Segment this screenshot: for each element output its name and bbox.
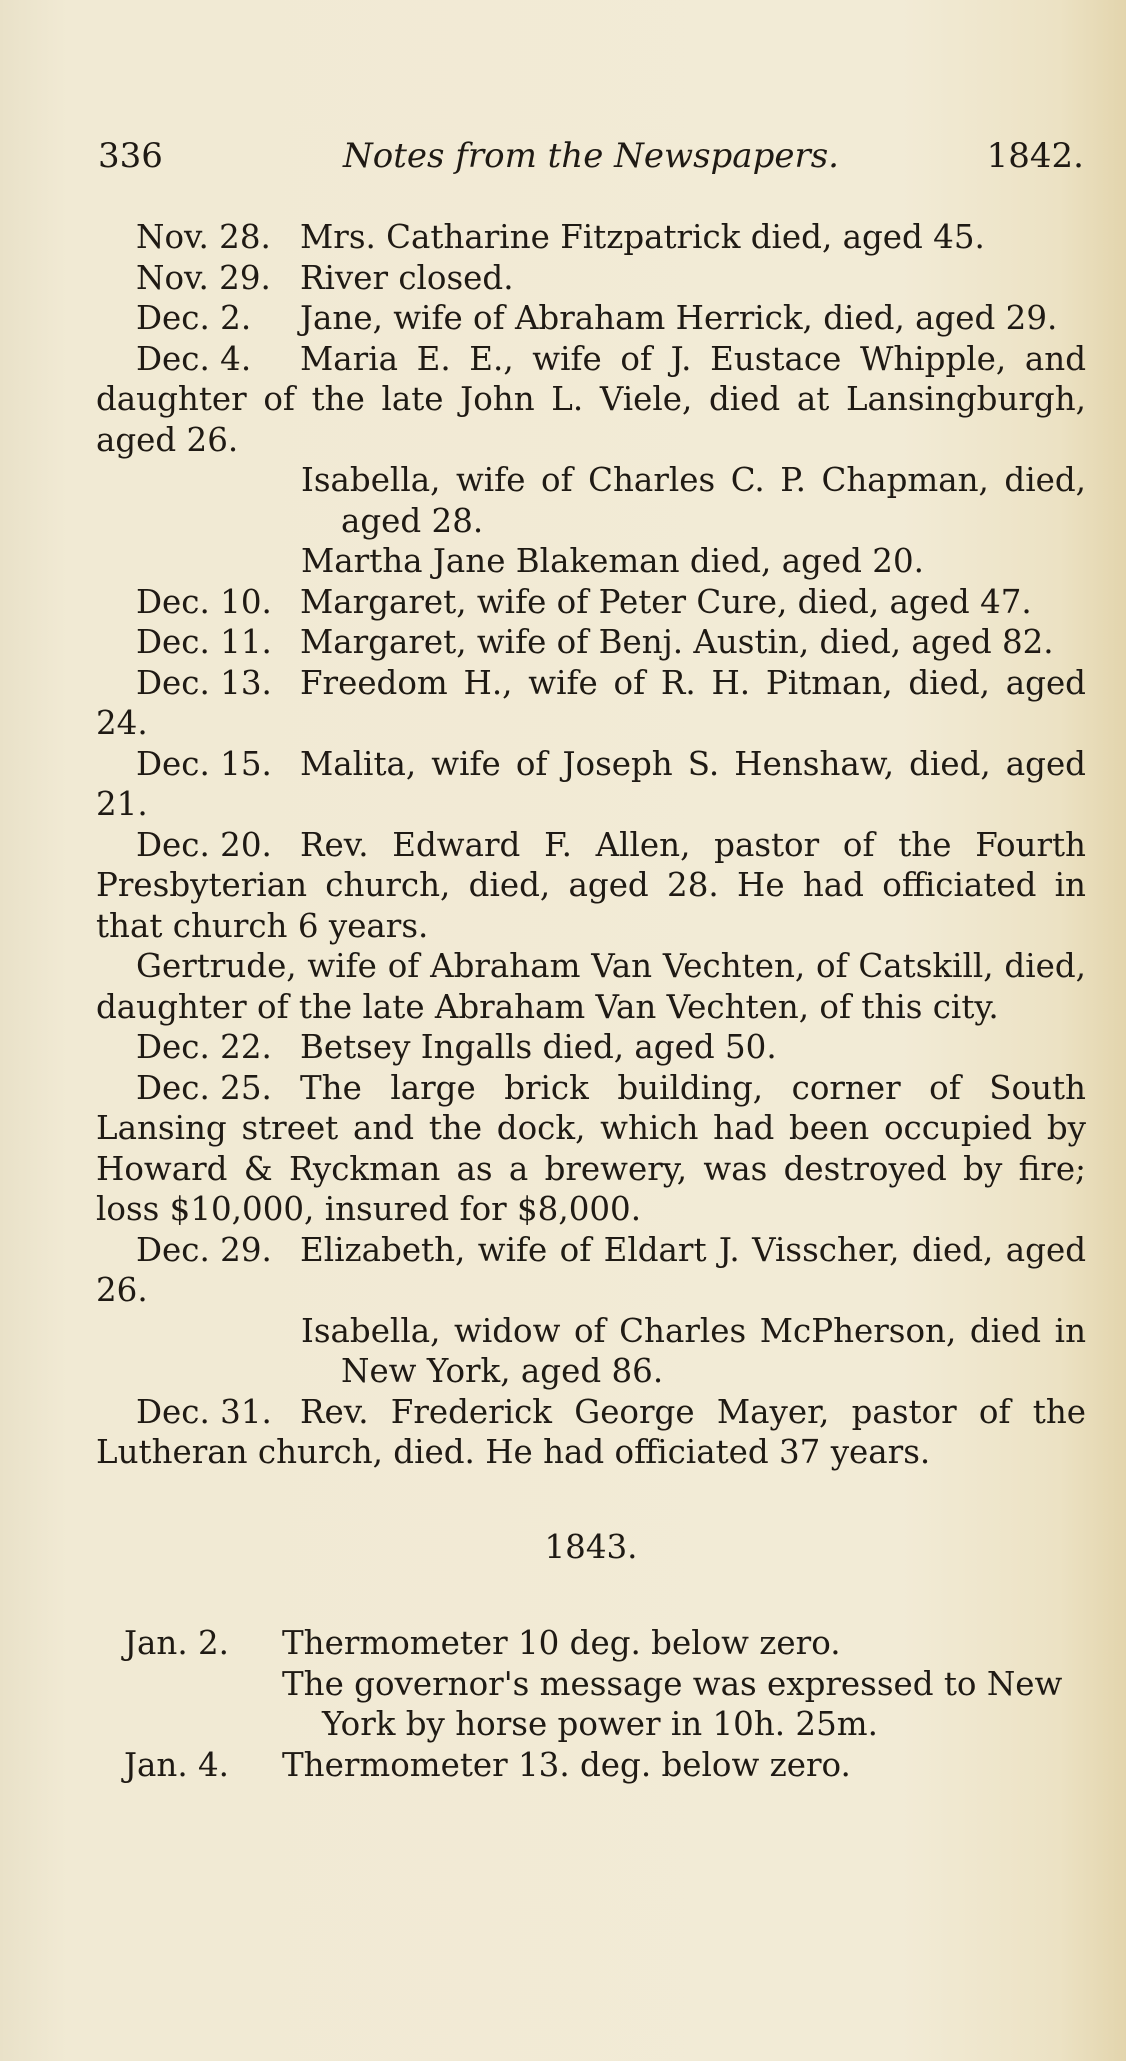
entry-text: Mrs. Catharine Fitzpatrick died, aged 45. (300, 218, 985, 256)
entry-text: The governor's message was expressed to New York by horse power in 10h. 25m. (282, 1664, 1063, 1743)
entry-blakeman (96, 541, 1086, 582)
entry-date: Dec. 2. (136, 299, 252, 337)
entry-date: Dec. 10. (136, 582, 272, 621)
entry-date: Dec. 31. (136, 1392, 272, 1431)
entry-dec-10 (96, 582, 1086, 623)
entry-date: Dec. 4. (136, 339, 252, 378)
entry-nov-28 (96, 217, 1086, 258)
running-title: Notes from the Newspapers. (343, 136, 839, 176)
entry-date: Jan. 2. (124, 1624, 230, 1662)
entry-text: Martha Jane Blakeman died, aged 20. (301, 542, 924, 580)
entry-text: The large brick building, corner of South Lansing street and the dock, which had been occupied by Howard & Ryckman as a brewery, was destroyed by fire; loss $10,000, insured for $8,000. (96, 1068, 1086, 1228)
entry-date: Dec. 15. (136, 744, 272, 783)
entry-van-vechten (96, 946, 1086, 1027)
entry-text: Rev. Frederick George Mayer, pastor of the Lutheran church, died. He had officiated 37 years. (96, 1392, 1086, 1471)
entry-text: Jane, wife of Abraham Herrick, died, aged 29. (300, 299, 1058, 337)
entry-dec-11 (96, 622, 1086, 663)
entry-nov-29 (96, 258, 1086, 299)
header-year: 1842. (986, 136, 1084, 176)
entry-dec-31 (96, 1392, 1086, 1473)
page-body (96, 217, 1086, 1785)
entry-date: Dec. 11. (136, 623, 272, 661)
entry-text: River closed. (300, 258, 514, 297)
page-header (98, 136, 1084, 186)
entry-dec-25 (96, 1068, 1086, 1230)
entry-dec-29 (96, 1230, 1086, 1311)
entry-text: Gertrude, wife of Abraham Van Vechten, of Catskill, died, daughter of the late Abraham Van Vechten, of this city. (96, 947, 1086, 1026)
year-heading: 1843. (544, 1527, 638, 1566)
entry-text: Margaret, wife of Peter Cure, died, aged 47. (300, 582, 1032, 621)
entry-text: Isabella, widow of Charles McPherson, died in New York, aged 86. (301, 1311, 1086, 1390)
entry-dec-22 (96, 1027, 1086, 1068)
entry-date: Jan. 4. (124, 1745, 230, 1784)
entry-date: Dec. 29. (136, 1230, 272, 1269)
entry-dec-4 (96, 339, 1086, 461)
entry-text: Rev. Edward F. Allen, pastor of the Fourth Presbyterian church, died, aged 28. He had officiated in that church 6 years. (96, 825, 1086, 945)
entry-text: Maria E. E., wife of J. Eustace Whipple, and daughter of the late John L. Viele, died at Lansingburgh, aged 26. (96, 339, 1086, 459)
entry-dec-13 (96, 663, 1086, 744)
entry-text: Thermometer 13. deg. below zero. (282, 1745, 851, 1784)
entry-text: Betsey Ingalls died, aged 50. (300, 1028, 777, 1066)
entry-date: Dec. 25. (136, 1068, 272, 1107)
entry-date: Dec. 20. (136, 825, 272, 864)
entry-date: Dec. 13. (136, 663, 272, 702)
entry-jan-2 (96, 1623, 1086, 1664)
entry-text: Freedom H., wife of R. H. Pitman, died, aged 24. (96, 663, 1086, 742)
entry-mcpherson (96, 1311, 1086, 1392)
entry-text: Margaret, wife of Benj. Austin, died, aged 82. (300, 623, 1054, 661)
entry-text: Thermometer 10 deg. below zero. (282, 1624, 841, 1662)
entry-chapman (96, 460, 1086, 541)
entry-dec-20 (96, 825, 1086, 947)
entry-date: Nov. 29. (136, 258, 271, 297)
page-number: 336 (98, 136, 163, 176)
entry-governors-message (96, 1664, 1086, 1745)
entry-dec-15 (96, 744, 1086, 825)
entry-dec-2 (96, 298, 1086, 339)
entry-jan-4 (96, 1745, 1086, 1786)
entry-text: Elizabeth, wife of Eldart J. Visscher, died, aged 26. (96, 1230, 1086, 1309)
entry-date: Dec. 22. (136, 1028, 272, 1066)
entry-text: Malita, wife of Joseph S. Henshaw, died, aged 21. (96, 744, 1086, 823)
entry-text: Isabella, wife of Charles C. P. Chapman, died, aged 28. (301, 461, 1086, 540)
entry-date: Nov. 28. (136, 218, 271, 256)
